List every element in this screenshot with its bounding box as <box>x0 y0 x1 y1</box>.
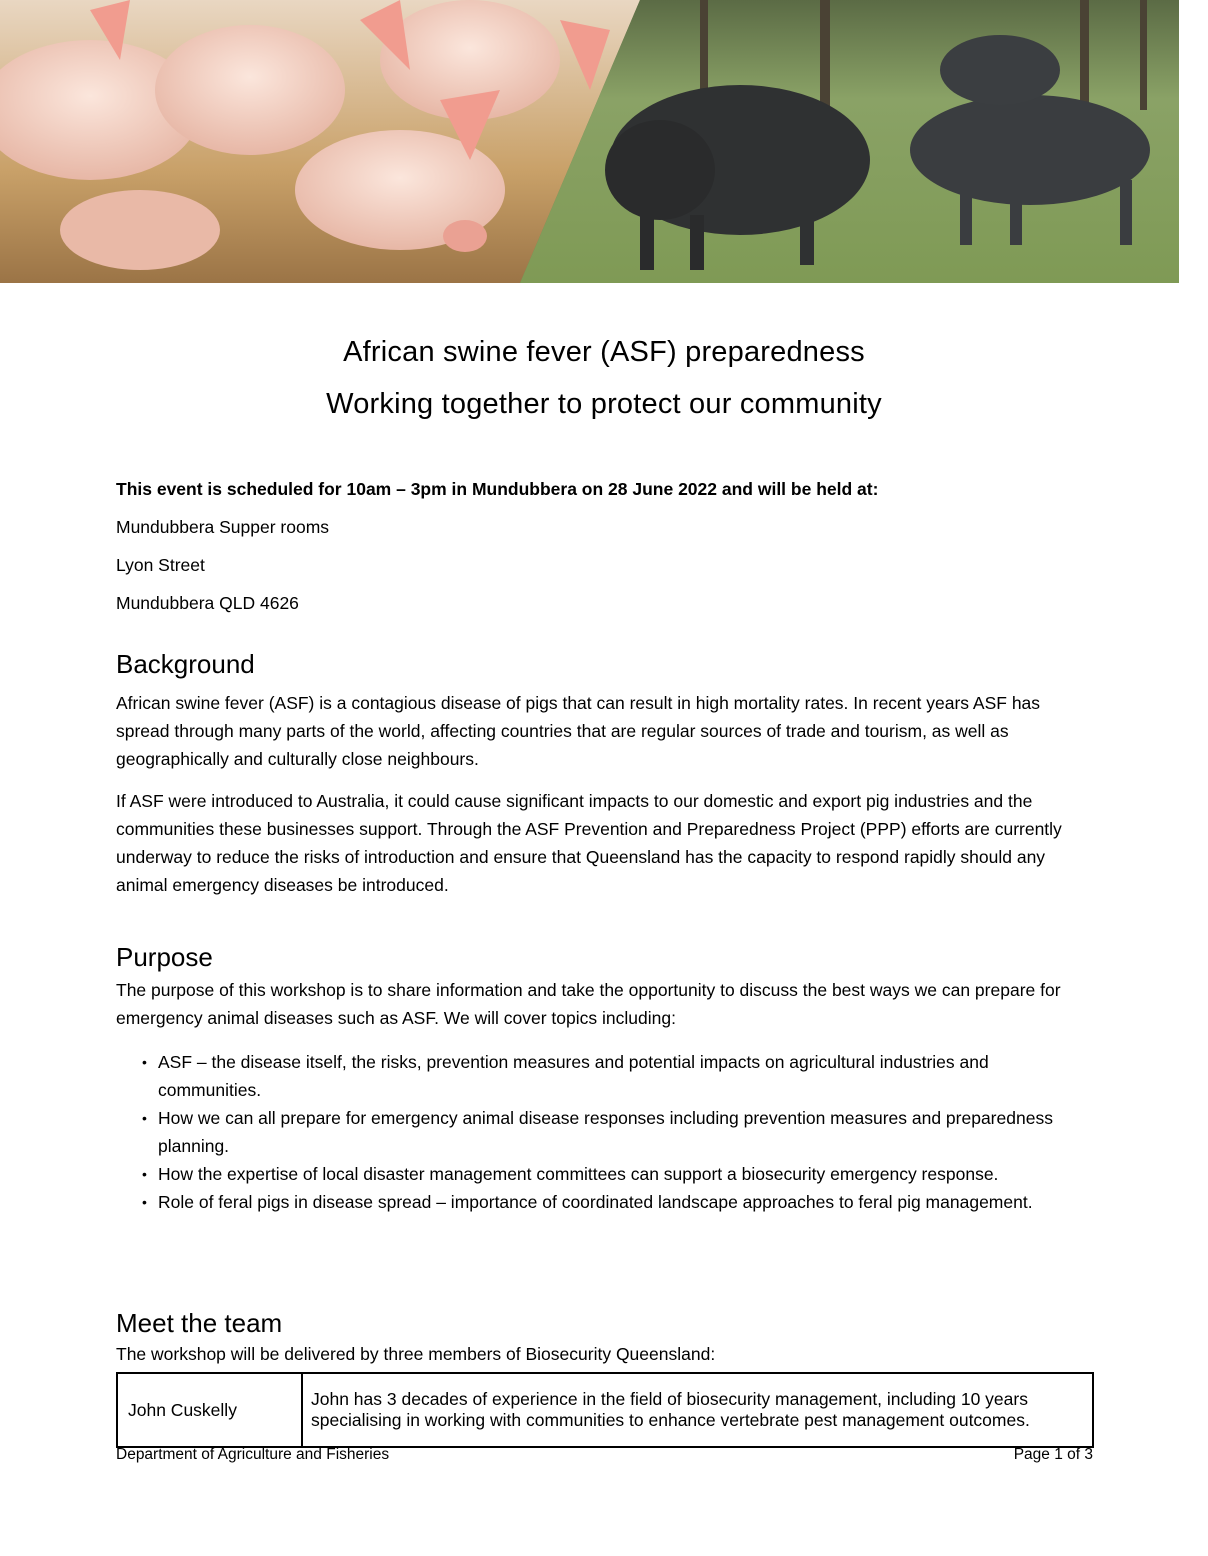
footer-page-number: Page 1 of 3 <box>1013 1446 1093 1463</box>
team-section <box>116 1306 1091 1448</box>
event-venue: Mundubbera Supper rooms <box>116 517 330 537</box>
background-section <box>116 647 1091 899</box>
background-paragraph-1: African swine fever (ASF) is a contagious disease of pigs that can result in high mortality rates. In recent years ASF has spread through many parts of the world, affecting countries that are regular sources of trade and tourism, as well as geographically and culturally close neighbours. <box>116 693 1041 769</box>
member-bio: John has 3 decades of experience in the field of biosecurity management, including 10 years specialising in working with communities to enhance vertebrate pest management outcomes. <box>302 1373 1093 1447</box>
table-row <box>117 1373 1093 1447</box>
purpose-section <box>116 940 1091 1216</box>
member-name: John Cuskelly <box>117 1373 302 1447</box>
event-street: Lyon Street <box>116 555 205 575</box>
bullet-icon: • <box>142 1054 147 1070</box>
team-table <box>116 1372 1094 1448</box>
footer-department: Department of Agriculture and Fisheries <box>116 1446 390 1463</box>
purpose-heading: Purpose <box>116 942 213 972</box>
page-title: African swine fever (ASF) preparedness <box>343 336 865 368</box>
event-intro: This event is scheduled for 10am – 3pm in Mundubbera on 28 June 2022 and will be held at: <box>116 479 879 499</box>
team-intro: The workshop will be delivered by three members of Biosecurity Queensland: <box>116 1344 716 1364</box>
topics-list <box>116 1048 1091 1216</box>
team-heading: Meet the team <box>116 1308 283 1338</box>
purpose-intro: The purpose of this workshop is to share information and take the opportunity to discuss the best ways we can prepare for emergency animal diseases such as ASF. We will cover topics including: <box>116 980 1061 1028</box>
event-details <box>116 470 1091 622</box>
title-block <box>0 326 1208 430</box>
header-banner-image <box>0 0 1179 283</box>
list-item: • How we can all prepare for emergency animal disease responses including prevention measures and preparedness planning. <box>116 1104 1091 1160</box>
bullet-icon: • <box>142 1110 147 1126</box>
page-subtitle: Working together to protect our community <box>326 388 882 420</box>
bullet-icon: • <box>142 1166 147 1182</box>
background-heading: Background <box>116 649 255 679</box>
page-footer <box>116 1446 1093 1464</box>
list-item: • Role of feral pigs in disease spread – importance of coordinated landscape approaches to feral pig management. <box>116 1188 1091 1216</box>
list-item: • ASF – the disease itself, the risks, prevention measures and potential impacts on agricultural industries and communities. <box>116 1048 1091 1104</box>
event-town: Mundubbera QLD 4626 <box>116 593 299 613</box>
background-paragraph-2: If ASF were introduced to Australia, it could cause significant impacts to our domestic and export pig industries and the communities these businesses support. Through the ASF Prevention and Preparedness Project (PPP) efforts are currently underway to reduce the risks of introduction and ensure that Queensland has the capacity to respond rapidly should any animal emergency diseases be introduced. <box>116 791 1062 895</box>
bullet-icon: • <box>142 1194 147 1210</box>
pigs-photo <box>0 0 1179 283</box>
list-item: • How the expertise of local disaster management committees can support a biosecurity emergency response. <box>116 1160 1091 1188</box>
